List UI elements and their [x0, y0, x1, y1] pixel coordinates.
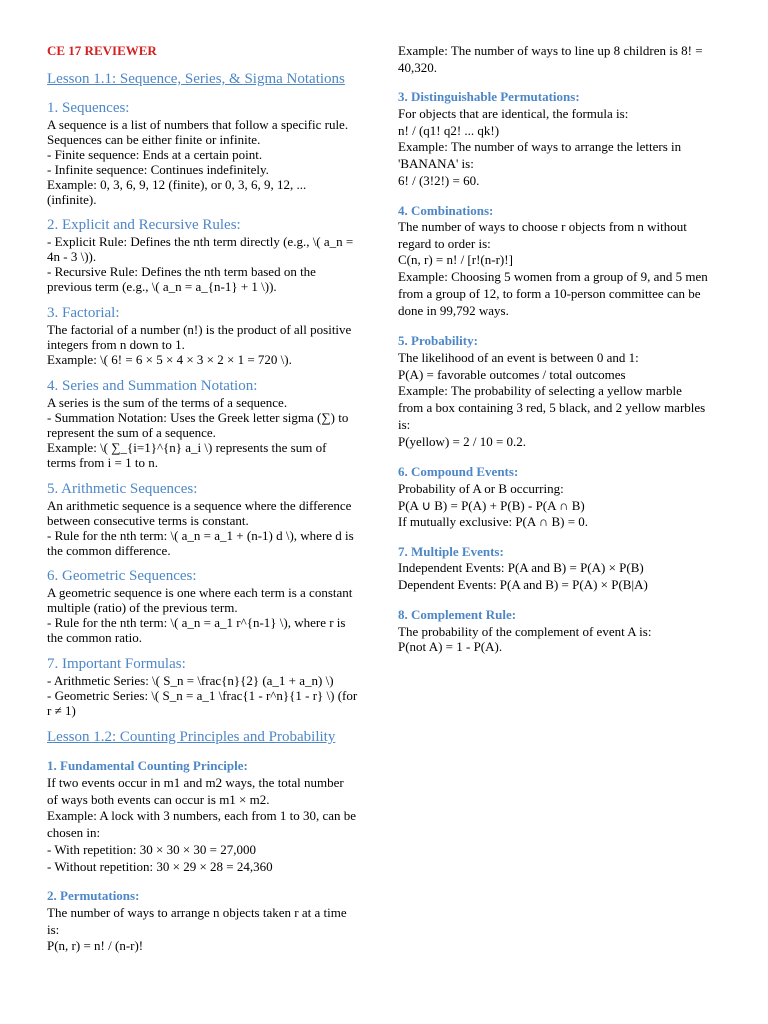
section-combinations-body: The number of ways to choose r objects from n without regard to order is: C(n, r) = n! / [r!(n-r)!] Example: Choosing 5 women from a group of 9, and 5 men from a group of 12, to form a 10-person committee can be done in 99,792 ways.: [398, 219, 708, 318]
permutation-example: Example: The number of ways to line up 8 children is 8! = 40,320.: [398, 43, 703, 75]
section-geometric-heading: 6. Geometric Sequences:: [47, 568, 197, 584]
section-counting-principle-body: If two events occur in m1 and m2 ways, the total number of ways both events can occur is m1 × m2. Example: A lock with 3 numbers, each from 1 to 30, can be chosen in: - With repetition: 30 × 30 × 30 = 27,000 - Without repetition: 30 × 29 × 28 = 24,360: [47, 775, 357, 874]
section-complement-rule-body: The probability of the complement of event A is: P(not A) = 1 - P(A).: [398, 624, 652, 654]
section-complement-rule-heading: 8. Complement Rule:: [398, 607, 517, 622]
section-formulas-heading: 7. Important Formulas:: [47, 656, 186, 672]
section-probability-body: The likelihood of an event is between 0 and 1: P(A) = favorable outcomes / total outcomes Example: The probability of selecting a yellow marble from a box containing 3 red, 5 black, and 2 yellow marbles is: P(yellow) = 2 / 10 = 0.2.: [398, 350, 706, 449]
section-formulas-body: - Arithmetic Series: \( S_n = \frac{n}{2} (a_1 + a_n) \) - Geometric Series: \( S_n = a_1 \frac{1 - r^n}{1 - r} \) (for r ≠ 1): [47, 673, 358, 718]
section-permutations-heading: 2. Permutations:: [47, 888, 140, 903]
section-distinguishable-permutations-heading: 3. Distinguishable Permutations:: [398, 89, 580, 104]
section-sequences-heading: 1. Sequences:: [47, 100, 130, 116]
section-compound-events-heading: 6. Compound Events:: [398, 464, 519, 479]
section-factorial-body: The factorial of a number (n!) is the product of all positive integers from n down to 1. Example: \( 6! = 6 × 5 × 4 × 3 × 2 × 1 = 720 \).: [47, 322, 352, 367]
lesson-1-2-heading: Lesson 1.2: Counting Principles and Probability: [47, 729, 336, 745]
section-arithmetic-heading: 5. Arithmetic Sequences:: [47, 481, 198, 497]
section-multiple-events-heading: 7. Multiple Events:: [398, 544, 504, 559]
document-title: CE 17 REVIEWER: [47, 43, 157, 58]
section-factorial-heading: 3. Factorial:: [47, 305, 120, 321]
section-multiple-events-body: Independent Events: P(A and B) = P(A) × P(B) Dependent Events: P(A and B) = P(A) × P(B|A): [398, 560, 648, 592]
section-combinations-heading: 4. Combinations:: [398, 203, 494, 218]
section-distinguishable-permutations-body: For objects that are identical, the formula is: n! / (q1! q2! ... qk!) Example: The number of ways to arrange the letters in 'BANANA' is: 6! / (3!2!) = 60.: [398, 106, 682, 188]
section-counting-principle-heading: 1. Fundamental Counting Principle:: [47, 758, 248, 773]
lesson-1-1-heading: Lesson 1.1: Sequence, Series, & Sigma Notations: [47, 71, 345, 87]
section-compound-events-body: Probability of A or B occurring: P(A ∪ B) = P(A) + P(B) - P(A ∩ B) If mutually exclusive: P(A ∩ B) = 0.: [398, 481, 589, 530]
section-geometric-body: A geometric sequence is one where each term is a constant multiple (ratio) of the previous term. - Rule for the nth term: \( a_n = a_1 r^{n-1} \), where r is the common ratio.: [47, 585, 353, 645]
section-probability-heading: 5. Probability:: [398, 333, 478, 348]
section-sequences-body: A sequence is a list of numbers that follow a specific rule. Sequences can be either finite or infinite. - Finite sequence: Ends at a certain point. - Infinite sequence: Continues indefinitely. Example: 0, 3, 6, 9, 12 (finite), or 0, 3, 6, 9, 12, ... (infinite).: [47, 117, 349, 207]
section-series-summation-heading: 4. Series and Summation Notation:: [47, 378, 258, 394]
section-permutations-body: The number of ways to arrange n objects taken r at a time is: P(n, r) = n! / (n-r)!: [47, 905, 347, 954]
section-explicit-recursive-body: - Explicit Rule: Defines the nth term directly (e.g., \( a_n = 4n - 3 \)). - Recursive Rule: Defines the nth term based on the previous term (e.g., \( a_n = a_{n-1} + 1 \)).: [47, 234, 354, 294]
section-arithmetic-body: An arithmetic sequence is a sequence where the difference between consecutive terms is constant. - Rule for the nth term: \( a_n = a_1 + (n-1) d \), where d is the common difference.: [47, 498, 354, 558]
section-explicit-recursive-heading: 2. Explicit and Recursive Rules:: [47, 217, 241, 233]
section-series-summation-body: A series is the sum of the terms of a sequence. - Summation Notation: Uses the Greek letter sigma (∑) to represent the sum of a sequence. Example: \( ∑_{i=1}^{n} a_i \) represents the sum of terms from i = 1 to n.: [47, 395, 349, 470]
